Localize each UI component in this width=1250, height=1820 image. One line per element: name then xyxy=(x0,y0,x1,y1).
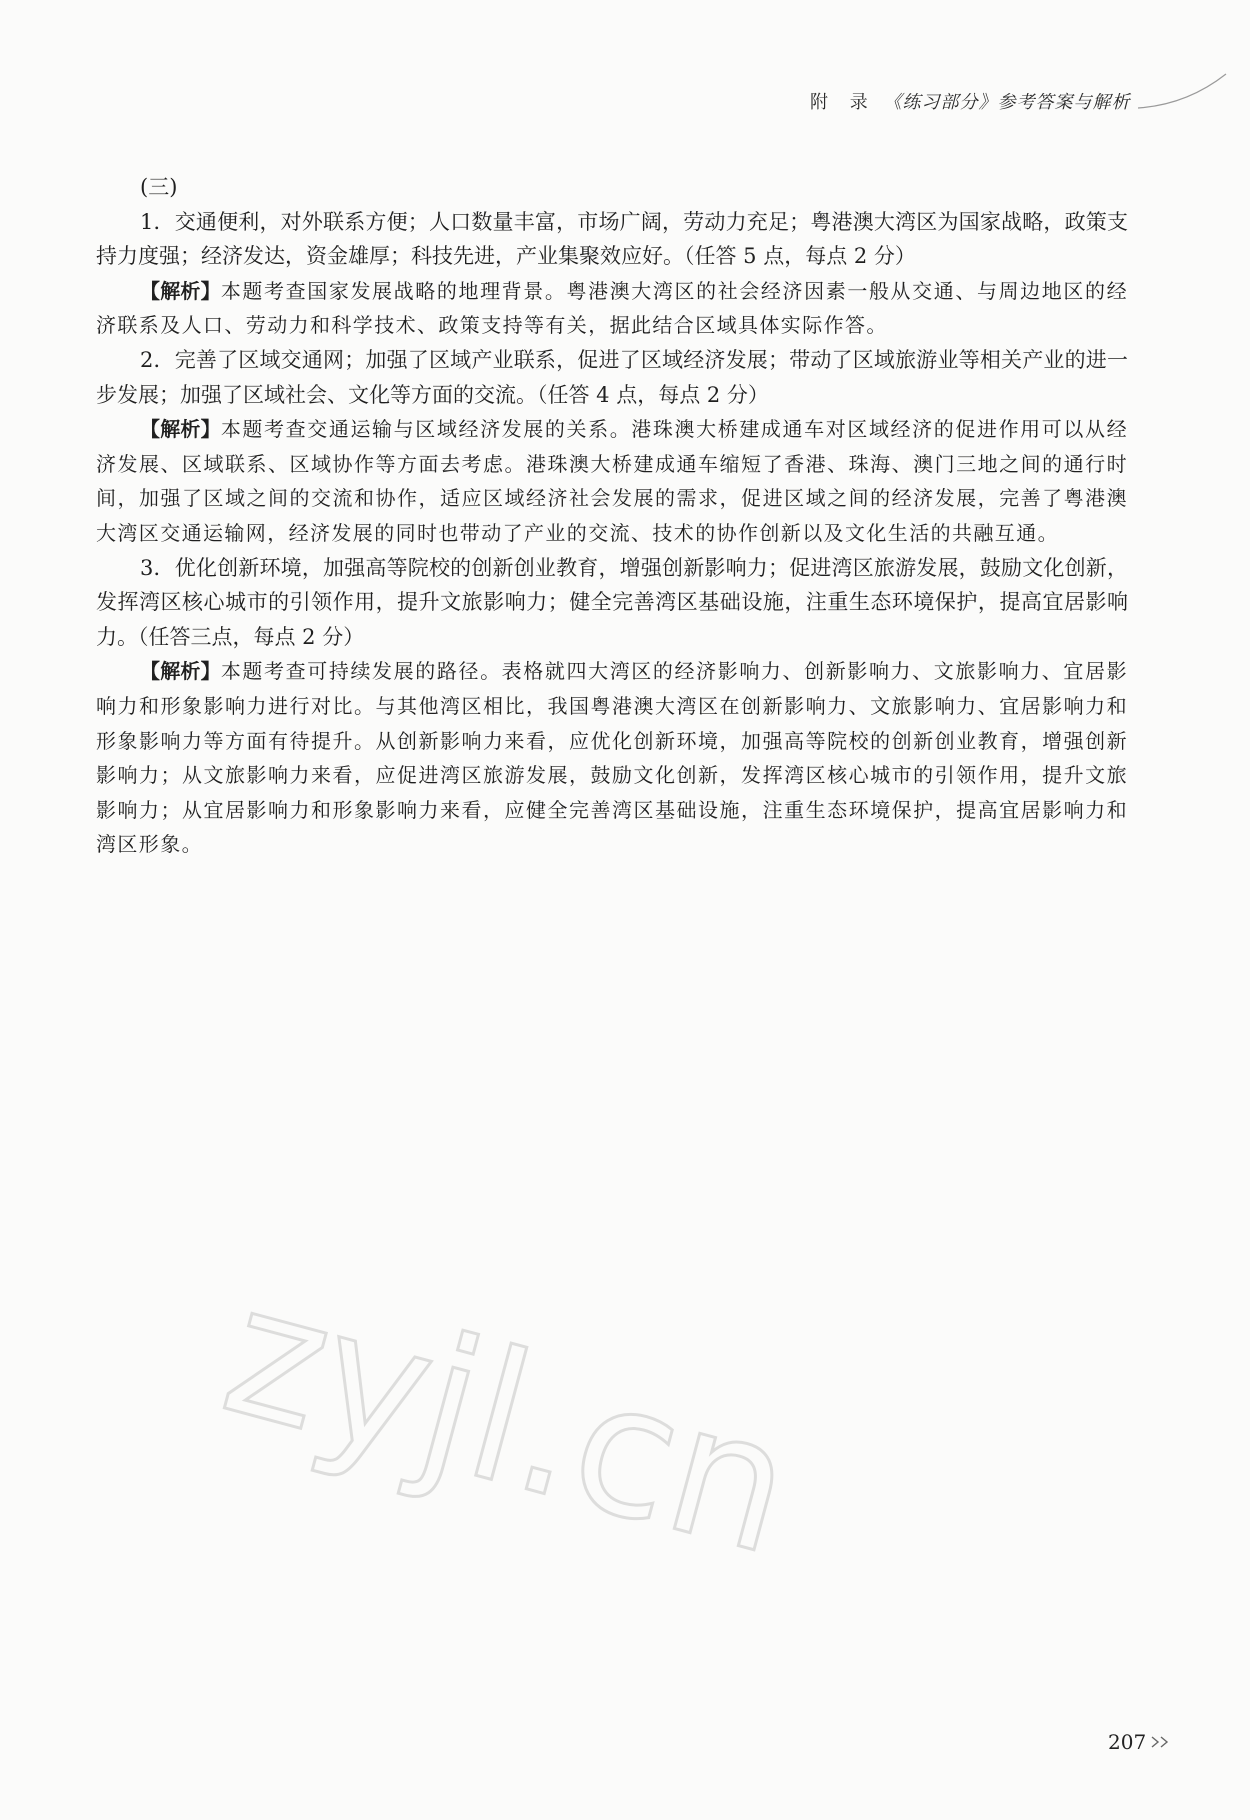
page-number: 207 xyxy=(1108,1730,1147,1754)
analysis-3 xyxy=(96,654,1128,862)
header-decorative-curve xyxy=(1138,70,1228,120)
analysis-1 xyxy=(96,274,1128,343)
header-title: 《练习部分》参考答案与解析 xyxy=(883,92,1131,113)
answer-3: 3．优化创新环境，加强高等院校的创新创业教育，增强创新影响力；促进湾区旅游发展，鼓励文化创新，发挥湾区核心城市的引领作用，提升文旅影响力；健全完善湾区基础设施，注重生态环境保护，提高宜居影响力。（任答三点，每点 2 分） xyxy=(96,555,1128,649)
answer-1: 1．交通便利，对外联系方便；人口数量丰富，市场广阔，劳动力充足；粤港澳大湾区为国家战略，政策支持力度强；经济发达，资金雄厚；科技先进，产业集聚效应好。（任答 5 点，每点 2 分） xyxy=(96,209,1128,269)
running-header xyxy=(810,88,1150,116)
section-heading: (三) xyxy=(140,175,178,199)
analysis-1-text: 本题考查国家发展战略的地理背景。粤港澳大湾区的社会经济因素一般从交通、与周边地区的经济联系及人口、劳动力和科学技术、政策支持等有关，据此结合区域具体实际作答。 xyxy=(96,278,1128,338)
header-section-label: 附 录 xyxy=(810,92,876,113)
analysis-3-tag: 【解析】 xyxy=(140,659,221,684)
answer-2: 2．完善了区域交通网；加强了区域产业联系，促进了区域经济发展；带动了区域旅游业等相关产业的进一步发展；加强了区域社会、文化等方面的交流。（任答 4 点，每点 2 分） xyxy=(96,347,1128,407)
analysis-3-text: 本题考查可持续发展的路径。表格就四大湾区的经济影响力、创新影响力、文旅影响力、宜居影响力和形象影响力进行对比。与其他湾区相比，我国粤港澳大湾区在创新影响力、文旅影响力、宜居影响力和形象影响力等方面有待提升。从创新影响力来看，应优化创新环境，加强高等院校的创新创业教育，增强创新影响力；从文旅影响力来看，应促进湾区旅游发展，鼓励文化创新，发挥湾区核心城市的引领作用，提升文旅影响力；从宜居影响力和形象影响力来看，应健全完善湾区基础设施，注重生态环境保护，提高宜居影响力和湾区形象。 xyxy=(96,659,1128,857)
double-chevron-right-icon xyxy=(1150,1735,1172,1749)
analysis-1-tag: 【解析】 xyxy=(140,278,221,303)
watermark: zyjl.cn xyxy=(205,1245,812,1596)
analysis-2-tag: 【解析】 xyxy=(140,417,221,442)
answer-content xyxy=(96,170,1128,862)
analysis-2 xyxy=(96,412,1128,550)
analysis-2-text: 本题考查交通运输与区域经济发展的关系。港珠澳大桥建成通车对区域经济的促进作用可以从经济发展、区域联系、区域协作等方面去考虑。港珠澳大桥建成通车缩短了香港、珠海、澳门三地之间的通行时间，加强了区域之间的交流和协作，适应区域经济社会发展的需求，促进区域之间的经济发展，完善了粤港澳大湾区交通运输网，经济发展的同时也带动了产业的交流、技术的协作创新以及文化生活的共融互通。 xyxy=(96,417,1128,545)
